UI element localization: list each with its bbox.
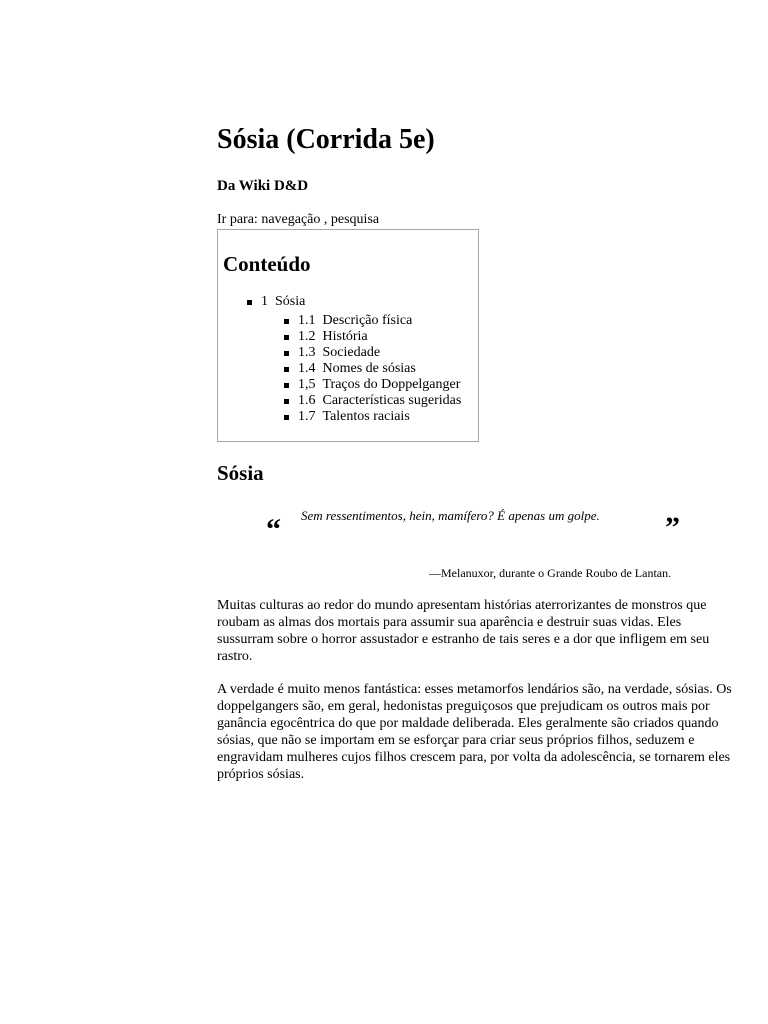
toc-title: Conteúdo [223,252,311,276]
toc-label: Talentos raciais [322,409,410,424]
section-heading: Sósia [217,461,264,485]
search-link[interactable]: pesquisa [330,212,380,227]
toc-level2-list [298,313,461,425]
page-title: Sósia (Corrida 5e) [217,124,435,155]
table-of-contents [217,229,479,442]
toc-label: História [322,329,368,344]
toc-number: 1.6 [298,393,316,408]
toc-item[interactable] [298,329,461,345]
toc-item[interactable] [298,313,461,329]
toc-label: Traços do Doppelganger [322,377,461,392]
quote-text: Sem ressentimentos, hein, mamífero? É apenas um golpe. [301,508,600,523]
toc-number: 1.7 [298,409,316,424]
toc-link[interactable] [298,361,416,376]
close-quote-mark: ” [665,511,680,544]
toc-label: Sociedade [322,345,381,360]
toc-number: 1.2 [298,329,316,344]
toc-link[interactable] [298,329,368,344]
jump-prefix: Ir para: [217,212,258,227]
toc-number: 1.1 [298,313,316,328]
toc-item[interactable] [298,393,461,409]
toc-label: Descrição física [322,313,413,328]
toc-link[interactable] [298,313,412,328]
toc-link[interactable] [298,393,461,408]
jump-to-links [217,212,379,228]
toc-link[interactable] [298,377,460,392]
quote-attribution: —Melanuxor, durante o Grande Roubo de Lantan. [429,566,672,580]
toc-link[interactable] [298,409,410,424]
toc-number: 1.3 [298,345,316,360]
toc-link[interactable] [298,345,380,360]
toc-number: 1 [261,294,268,309]
jump-separator: , [323,212,328,227]
toc-item[interactable] [298,345,461,361]
toc-label: Características sugeridas [322,393,462,408]
toc-item[interactable] [261,294,305,310]
toc-level1-list [261,294,305,310]
paragraph: A verdade é muito menos fantástica: esses metamorfos lendários são, na verdade, sósias. Os doppelgangers são, em geral, hedonistas preguiçosos que prejudicam os outros mais por ganância egocêntrica do que por maldade deliberada. Eles geralmente são criados quando sósias, que não se importam em se esforçar para criar seus próprios filhos, seduzem e engravidam mulheres cujos filhos crescem para, por volta da adolescência, se tornarem eles próprios sósias. [217,682,732,782]
toc-number: 1,5 [298,377,316,392]
toc-item[interactable] [298,377,461,393]
toc-link[interactable] [261,294,305,309]
toc-item[interactable] [298,361,461,377]
site-subtitle: Da Wiki D&D [217,178,309,194]
toc-item[interactable] [298,409,461,425]
navigation-link[interactable]: navegação [261,212,321,227]
toc-label: Sósia [275,294,306,309]
open-quote-mark: “ [266,513,281,546]
toc-number: 1.4 [298,361,316,376]
toc-label: Nomes de sósias [322,361,416,376]
paragraph: Muitas culturas ao redor do mundo apresentam histórias aterrorizantes de monstros que roubam as almas dos mortais para assumir sua aparência e destruir suas vidas. Eles sussurram sobre o horror assustador e estranho de tais seres e a dor que infligem em seu rastro. [217,598,710,664]
